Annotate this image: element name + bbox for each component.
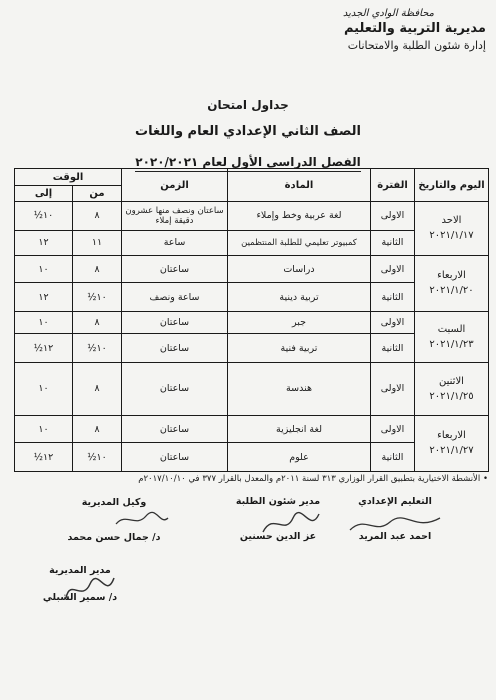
from-cell: ١٠½: [73, 283, 122, 312]
signature-role: مدير شئون الطلبة: [235, 496, 321, 507]
to-cell: ١٠½: [15, 202, 73, 231]
subject-cell: علوم: [228, 443, 371, 472]
subject-cell: لغة انجليزية: [228, 415, 371, 443]
day-cell: [415, 202, 489, 256]
to-cell: ١٢½: [15, 443, 73, 472]
subject-cell: تربية فنية: [228, 334, 371, 363]
from-cell: ٨: [73, 312, 122, 334]
header-period: الفترة: [371, 169, 415, 202]
to-cell: ١٠: [15, 362, 73, 415]
signature-name: د/ جمال حسن محمد: [67, 532, 161, 543]
to-cell: ١٠: [15, 312, 73, 334]
day-cell: [415, 362, 489, 415]
exam-schedule-table: [14, 168, 489, 472]
period-cell: الثانية: [371, 230, 415, 255]
from-cell: ٨: [73, 362, 122, 415]
subject-cell: جبر: [228, 312, 371, 334]
day-date: ٢٠٢١/١/٢٣: [429, 338, 474, 350]
day-cell: [415, 255, 489, 311]
header-from: من: [73, 186, 122, 202]
signature-role: مدير المديرية: [49, 565, 111, 576]
to-cell: ١٢½: [15, 334, 73, 363]
subject-cell: لغة عربية وخط وإملاء: [228, 202, 371, 231]
header-day-date: اليوم والتاريخ: [415, 169, 489, 202]
term-title: [0, 155, 496, 169]
document-title: جداول امتحان: [207, 98, 289, 112]
footnote-text: الأنشطة الاختيارية بتطبيق القرار الوزاري ٣١٣ لسنة ٢٠١١م والمعدل بالقرار ٣٧٧ في ٢٠١٧/١٠/١٠م: [138, 474, 481, 484]
to-cell: ١٠: [15, 415, 73, 443]
footnote: • الأنشطة الاختيارية بتطبيق القرار الوزاري ٣١٣ لسنة ٢٠١١م والمعدل بالقرار ٣٧٧ في ٢٠١٧/١٠/١٠م: [138, 474, 488, 484]
subject-cell: دراسات: [228, 255, 371, 283]
day-date: ٢٠٢١/١/٢٥: [429, 390, 474, 402]
duration-cell: ساعتان: [122, 334, 228, 363]
signature-name: احمد عبد المريد: [358, 531, 432, 542]
term-title-text: الفصل الدراسي الأول لعام ٢٠٢٠/٢٠٢١: [135, 155, 361, 172]
period-cell: الاولى: [371, 362, 415, 415]
from-cell: ١٠½: [73, 334, 122, 363]
from-cell: ٨: [73, 202, 122, 231]
subject-cell: تربية دينية: [228, 283, 371, 312]
to-cell: ١٢: [15, 230, 73, 255]
header-to: إلى: [15, 186, 73, 202]
from-cell: ١١: [73, 230, 122, 255]
from-cell: ٨: [73, 255, 122, 283]
handwritten-signature-scribble: [345, 510, 445, 538]
handwritten-signature-scribble: [112, 508, 172, 532]
to-cell: ١٢: [15, 283, 73, 312]
governorate-label: محافظة الوادي الجديد: [342, 8, 434, 19]
day-name: الاربعاء: [437, 430, 466, 442]
period-cell: الاولى: [371, 312, 415, 334]
period-cell: الثانية: [371, 334, 415, 363]
signature-role: التعليم الإعدادي: [358, 496, 432, 507]
duration-cell: ساعة: [122, 230, 228, 255]
day-name: الاربعاء: [437, 270, 466, 282]
duration-cell: ساعتان: [122, 255, 228, 283]
day-name: الاثنين: [439, 375, 464, 387]
grade-title: الصف الثاني الإعدادي العام واللغات: [135, 124, 361, 139]
day-cell: [415, 415, 489, 471]
period-cell: الاولى: [371, 415, 415, 443]
signature-role: وكيل المديرية: [81, 497, 147, 508]
subject-cell: كمبيوتر تعليمي للطلبة المنتظمين: [228, 230, 371, 255]
to-cell: ١٠: [15, 255, 73, 283]
duration-cell: ساعة ونصف: [122, 283, 228, 312]
period-cell: الاولى: [371, 255, 415, 283]
duration-cell: ساعتان ونصف منها عشرون دقيقة إملاء: [122, 202, 228, 231]
day-cell: [415, 312, 489, 363]
header-time: الوقت: [15, 169, 122, 186]
header-duration: الزمن: [122, 169, 228, 202]
document-header: [343, 8, 486, 52]
duration-cell: ساعتان: [122, 415, 228, 443]
duration-cell: ساعتان: [122, 443, 228, 472]
administration-label: إدارة شئون الطلبة والامتحانات: [347, 39, 486, 52]
period-cell: الثانية: [371, 283, 415, 312]
day-date: ٢٠٢١/١/١٧: [429, 230, 474, 242]
duration-cell: ساعتان: [122, 312, 228, 334]
period-cell: الاولى: [371, 202, 415, 231]
day-name: السبت: [437, 323, 466, 335]
signature-name: عز الدين حسنين: [239, 531, 317, 542]
handwritten-signature-scribble: [255, 508, 325, 540]
from-cell: ١٠½: [73, 443, 122, 472]
handwritten-signature-scribble: [60, 572, 120, 606]
duration-cell: ساعتان: [122, 362, 228, 415]
period-cell: الثانية: [371, 443, 415, 472]
from-cell: ٨: [73, 415, 122, 443]
directorate-label: مديرية التربية والتعليم: [343, 21, 486, 36]
day-name: الاحد: [441, 215, 462, 227]
header-subject: المادة: [228, 169, 371, 202]
day-date: ٢٠٢١/١/٢٠: [429, 285, 474, 297]
signature-name: د/ سمير الشبلي: [42, 592, 118, 603]
subject-cell: هندسة: [228, 362, 371, 415]
day-date: ٢٠٢١/١/٢٧: [429, 445, 474, 457]
